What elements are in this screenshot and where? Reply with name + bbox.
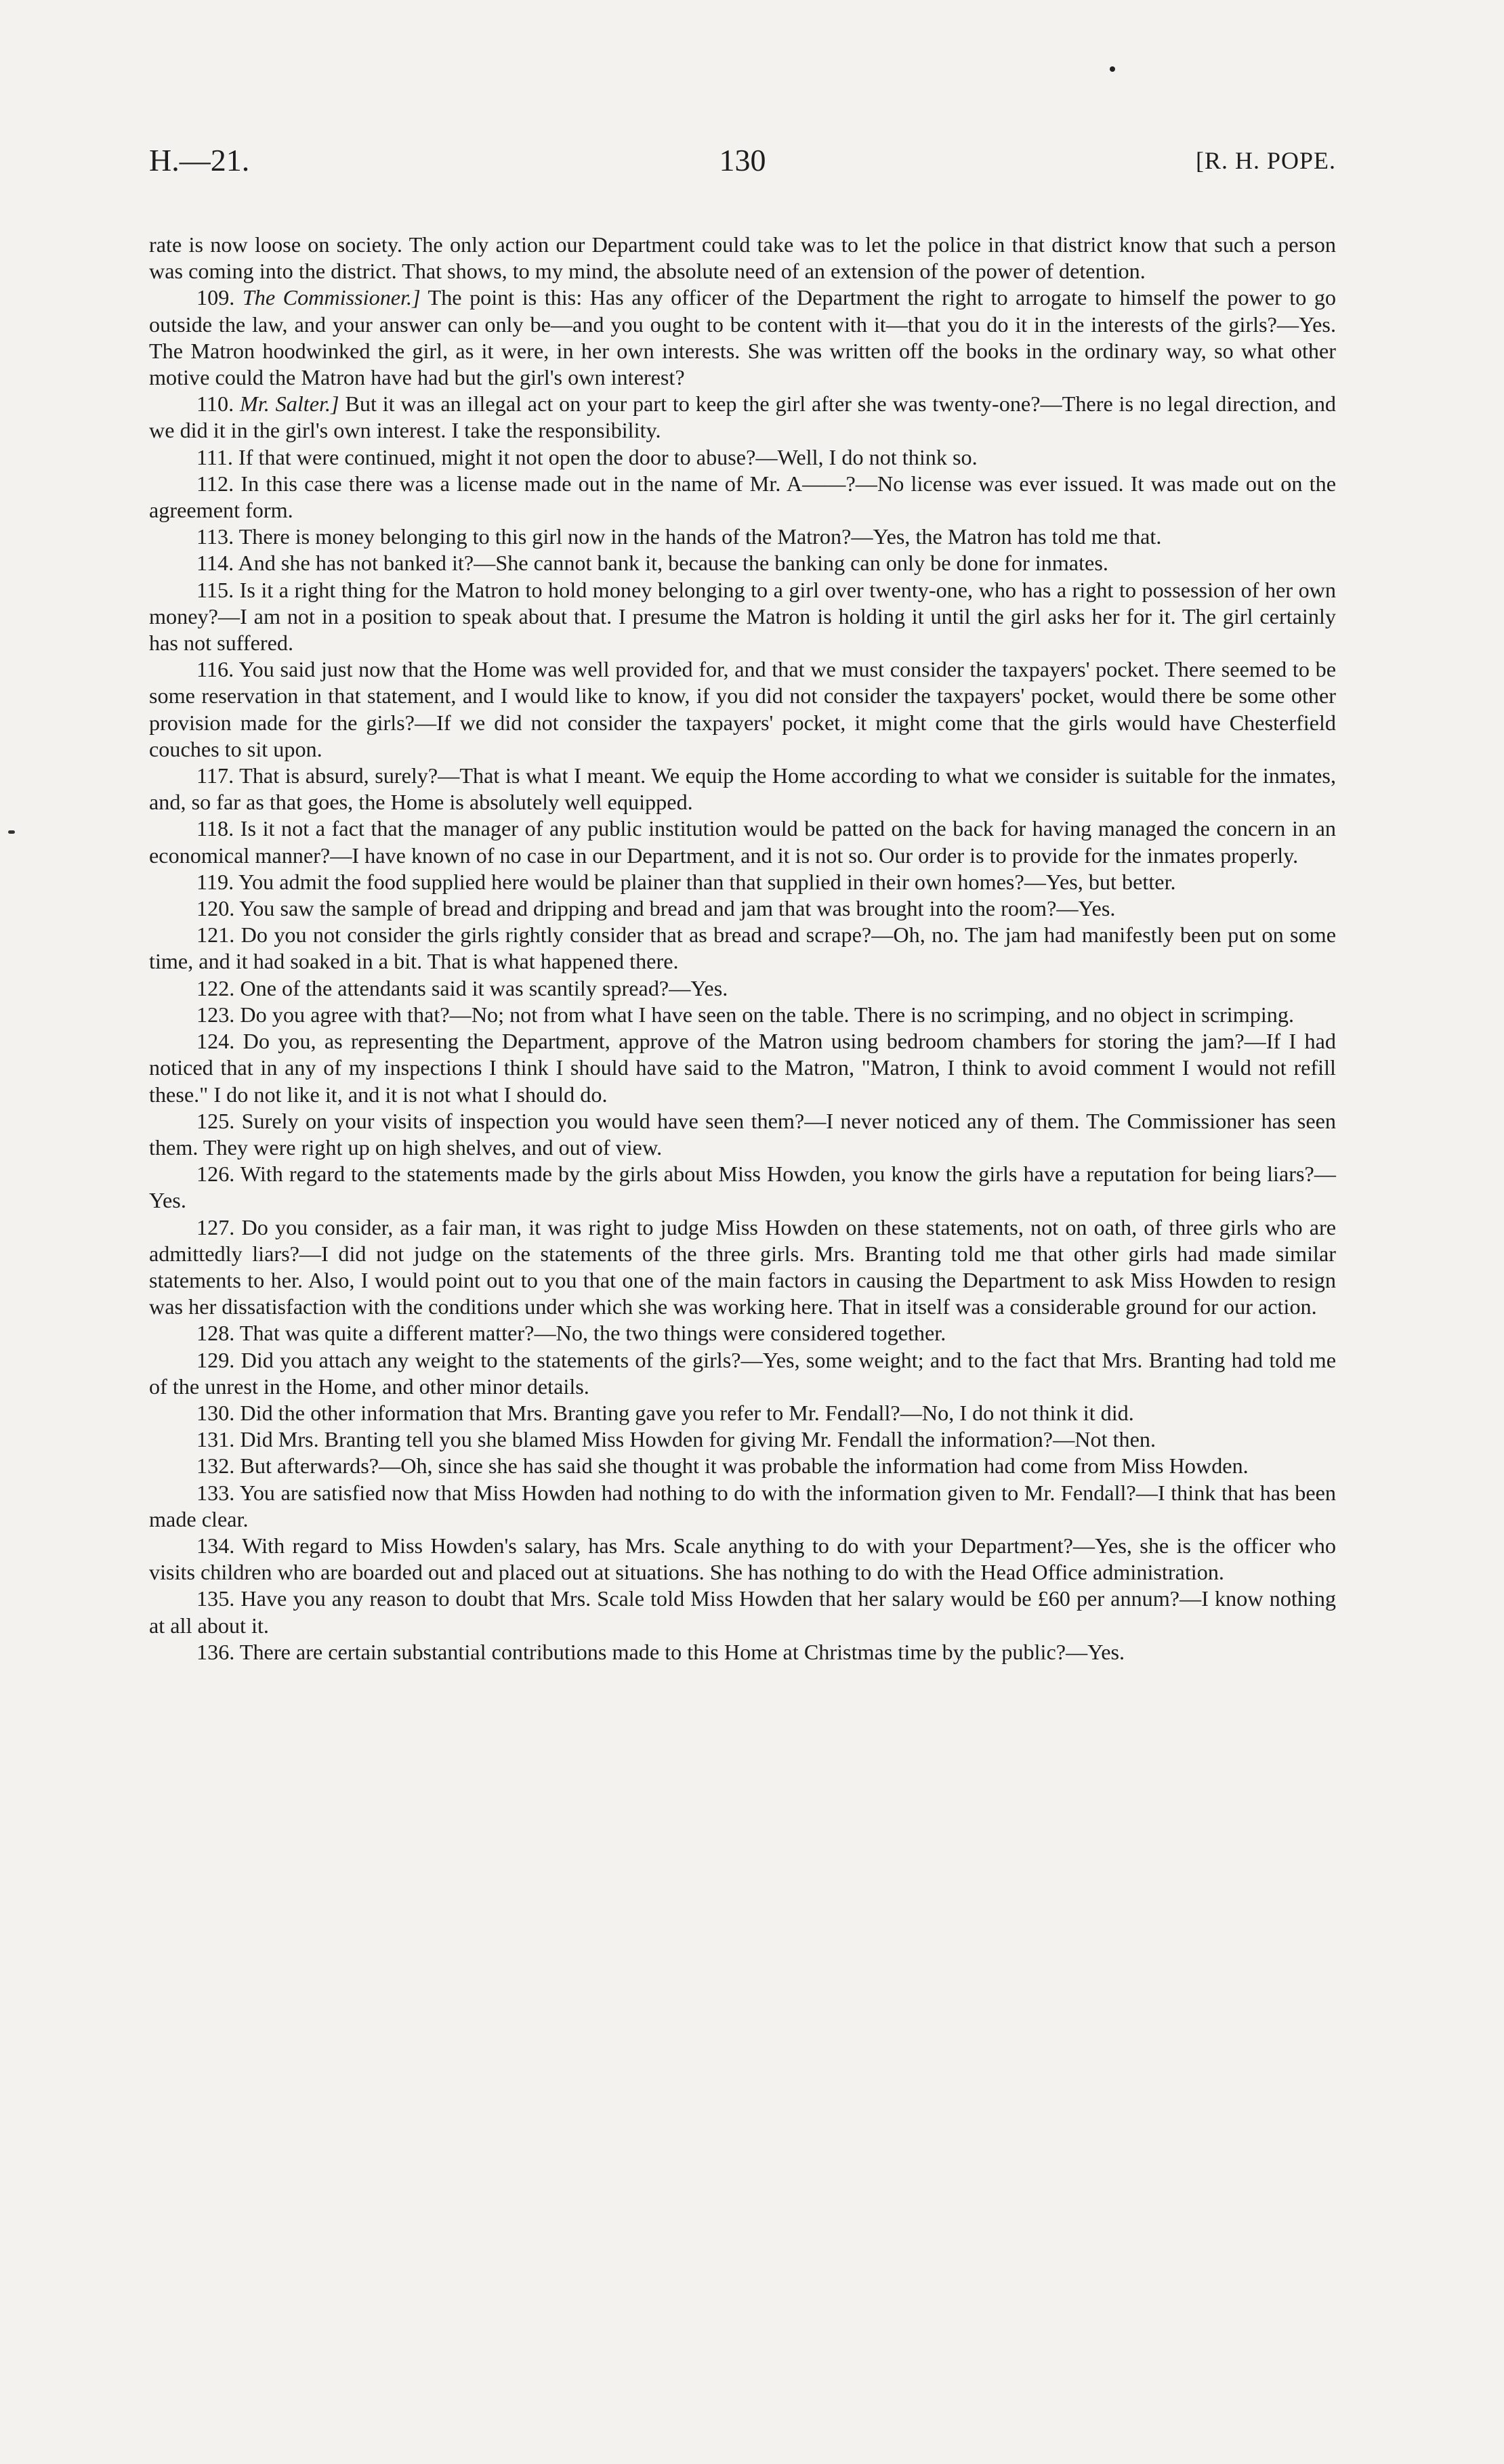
page-number: 130 [719,143,766,177]
question-number: 119. [196,869,234,894]
paragraph-text: One of the attendants said it was scantily spread?—Yes. [240,975,728,1000]
paragraph-text: Do you, as representing the Department, approve of the Matron using bedroom chambers for storing the jam?—If I had noticed that in any of my inspections I think I should have said to the Matron, "Matron, I think to avoid comment I would not refill these." I do not like it, and it is not what I should do. [149,1029,1336,1107]
ink-speck-margin [8,830,15,834]
question-number: 128. [196,1321,235,1346]
paragraph-text: Did Mrs. Branting tell you she blamed Miss Howden for giving Mr. Fendall the information?—Not then. [240,1427,1156,1452]
paragraph-text: You saw the sample of bread and dripping and bread and jam that was brought into the room?—Yes. [239,896,1116,921]
question-paragraph [149,391,1336,444]
paragraph-text: You admit the food supplied here would be plainer than that supplied in their own homes?—Yes, but better. [238,869,1176,894]
paragraph-text: Do you agree with that?—No; not from what I have seen on the table. There is no scrimping, and no object in scrimping. [240,1002,1295,1027]
question-number: 112. [196,471,234,496]
question-number: 115. [196,577,234,602]
question-paragraph [149,1533,1336,1586]
paragraph-text: Did you attach any weight to the statements of the girls?—Yes, some weight; and to the fact that Mrs. Branting had told me of the unrest in the Home, and other minor details. [149,1347,1336,1399]
question-paragraph [149,1320,1336,1346]
question-paragraph [149,1108,1336,1161]
paragraph-text: Is it a right thing for the Matron to hold money belonging to a girl over twenty-one, who has a right to possession of her own money?—I am not in a position to speak about that. I presume the Matron is holding it until the girl asks her for it. The girl certainly has not suffered. [149,577,1336,656]
paragraph-text: In this case there was a license made out in the name of Mr. A——?—No license was ever issued. It was made out on the agreement form. [149,471,1336,523]
question-number: 127. [196,1214,235,1239]
question-number: 118. [196,816,234,841]
question-number: 117. [196,763,234,788]
speaker-label: The Commissioner.] [242,285,421,310]
question-paragraph [149,922,1336,975]
question-number: 109. [196,285,235,310]
question-paragraph [149,524,1336,550]
speaker-label: Mr. Salter.] [239,391,339,417]
paragraph-text: With regard to Miss Howden's salary, has Mrs. Scale anything to do with your Department?—Yes, she is the officer who visits children who are boarded out and placed out at situations. She has nothing to do with the Head Office administration. [149,1533,1336,1585]
question-number: 121. [196,922,235,948]
question-paragraph [149,869,1336,895]
paragraph-text: Do you not consider the girls rightly consider that as bread and scrape?—Oh, no. The jam had manifestly been put on some time, and it had soaked in a bit. That is what happened there. [149,922,1337,974]
question-number: 123. [196,1002,235,1027]
question-number: 110. [196,391,234,417]
question-number: 113. [196,524,234,549]
question-number: 125. [196,1108,235,1133]
question-paragraph [149,1639,1336,1665]
question-paragraph [149,1400,1336,1426]
question-paragraph [149,975,1336,1002]
paragraph-text: The point is this: Has any officer of the Department the right to arrogate to himself the power to go outside the law, and your answer can only be—and you ought to be content with it—that you do it in the interests of the girls?—Yes. The Matron hoodwinked the girl, as it were, in her own interests. She was written off the books in the ordinary way, so what other motive could the Matron have had but the girl's own interest? [149,285,1337,390]
question-number: 134. [196,1533,235,1558]
ink-speck [1110,66,1115,72]
paragraph-text: With regard to the statements made by the girls about Miss Howden, you know the girls have a reputation for being liars?—Yes. [149,1162,1336,1213]
transcript-body [149,232,1336,1665]
question-paragraph [149,232,1336,284]
question-number: 114. [196,551,234,576]
question-paragraph [149,1028,1336,1108]
question-number: 136. [196,1639,235,1664]
paragraph-text: If that were continued, might it not open the door to abuse?—Well, I do not think so. [238,444,978,469]
question-paragraph [149,284,1336,391]
question-paragraph [149,1480,1336,1533]
paragraph-text: But it was an illegal act on your part to keep the girl after she was twenty-one?—There is no legal direction, and we did it in the girl's own interest. I take the responsibility. [149,391,1337,443]
question-paragraph [149,577,1336,657]
question-paragraph [149,1426,1336,1453]
question-number: 124. [196,1029,235,1054]
document-page [149,142,1336,1665]
question-paragraph [149,1002,1336,1028]
paragraph-text: There are certain substantial contributions made to this Home at Christmas time by the public?—Yes. [239,1639,1125,1664]
question-paragraph [149,895,1336,922]
question-paragraph [149,815,1336,868]
report-reference: H.—21. [149,143,250,177]
paragraph-text: Is it not a fact that the manager of any public institution would be patted on the back for having managed the concern in an economical manner?—I have known of no case in our Department, and it is not so. Our order is to provide for the inmates properly. [149,816,1336,868]
question-paragraph [149,444,1336,471]
paragraph-text: That was quite a different matter?—No, the two things were considered together. [239,1321,946,1346]
paragraph-text: You are satisfied now that Miss Howden had nothing to do with the information given to Mr. Fendall?—I think that has been made clear. [149,1480,1336,1531]
paragraph-text: There is money belonging to this girl now in the hands of the Matron?—Yes, the Matron has told me that. [238,524,1162,549]
question-paragraph [149,1586,1336,1638]
question-paragraph [149,550,1336,576]
question-number: 132. [196,1453,235,1479]
paragraph-text: Do you consider, as a fair man, it was right to judge Miss Howden on these statements, not on oath, of three girls who are admittedly liars?—I did not judge on the statements of the three girls. Mrs. Branting told me that other girls had made similar statements to her. Also, I would point out to you that one of the main factors in causing the Department to ask Miss Howden to resign was her dissatisfaction with the conditions under which she was working here. That in itself was a considerable ground for our action. [149,1214,1337,1319]
question-paragraph [149,1161,1336,1214]
page-header [149,142,1336,196]
question-paragraph [149,471,1336,524]
paragraph-text: You said just now that the Home was well provided for, and that we must consider the taxpayers' pocket. There seemed to be some reservation in that statement, and I would like to know, if you did not consider the taxpayers' pocket, would there be some other provision made for the girls?—If we did not consider the taxpayers' pocket, it might come that the girls would have Chesterfield couches to sit upon. [149,657,1336,761]
paragraph-text: But afterwards?—Oh, since she has said she thought it was probable the information had come from Miss Howden. [240,1453,1249,1479]
paragraph-text: And she has not banked it?—She cannot bank it, because the banking can only be done for inmates. [238,551,1108,576]
paragraph-text: Have you any reason to doubt that Mrs. Scale told Miss Howden that her salary would be £60 per annum?—I know nothing at all about it. [149,1586,1337,1638]
question-paragraph [149,1453,1336,1479]
question-number: 120. [196,896,235,921]
paragraph-text: That is absurd, surely?—That is what I meant. We equip the Home according to what we consider is suitable for the inmates, and, so far as that goes, the Home is absolutely well equipped. [149,763,1336,815]
question-paragraph [149,763,1336,815]
witness-name: [R. H. POPE. [1195,147,1336,174]
question-number: 111. [196,444,233,469]
question-number: 129. [196,1347,235,1372]
question-paragraph [149,656,1336,763]
question-number: 122. [196,975,235,1000]
question-number: 126. [196,1162,235,1187]
paragraph-text: Surely on your visits of inspection you would have seen them?—I never noticed any of them. The Commissioner has seen them. They were right up on high shelves, and out of view. [149,1108,1336,1160]
question-number: 131. [196,1427,235,1452]
paragraph-text: rate is now loose on society. The only action our Department could take was to let the police in that district know that such a person was coming into the district. That shows, to my mind, the absolute need of an extension of the power of detention. [149,232,1336,284]
question-paragraph [149,1214,1336,1321]
question-paragraph [149,1347,1336,1400]
question-number: 130. [196,1400,235,1425]
question-number: 135. [196,1586,235,1611]
question-number: 133. [196,1480,235,1505]
paragraph-text: Did the other information that Mrs. Branting gave you refer to Mr. Fendall?—No, I do not think it did. [240,1400,1134,1425]
question-number: 116. [196,657,234,682]
